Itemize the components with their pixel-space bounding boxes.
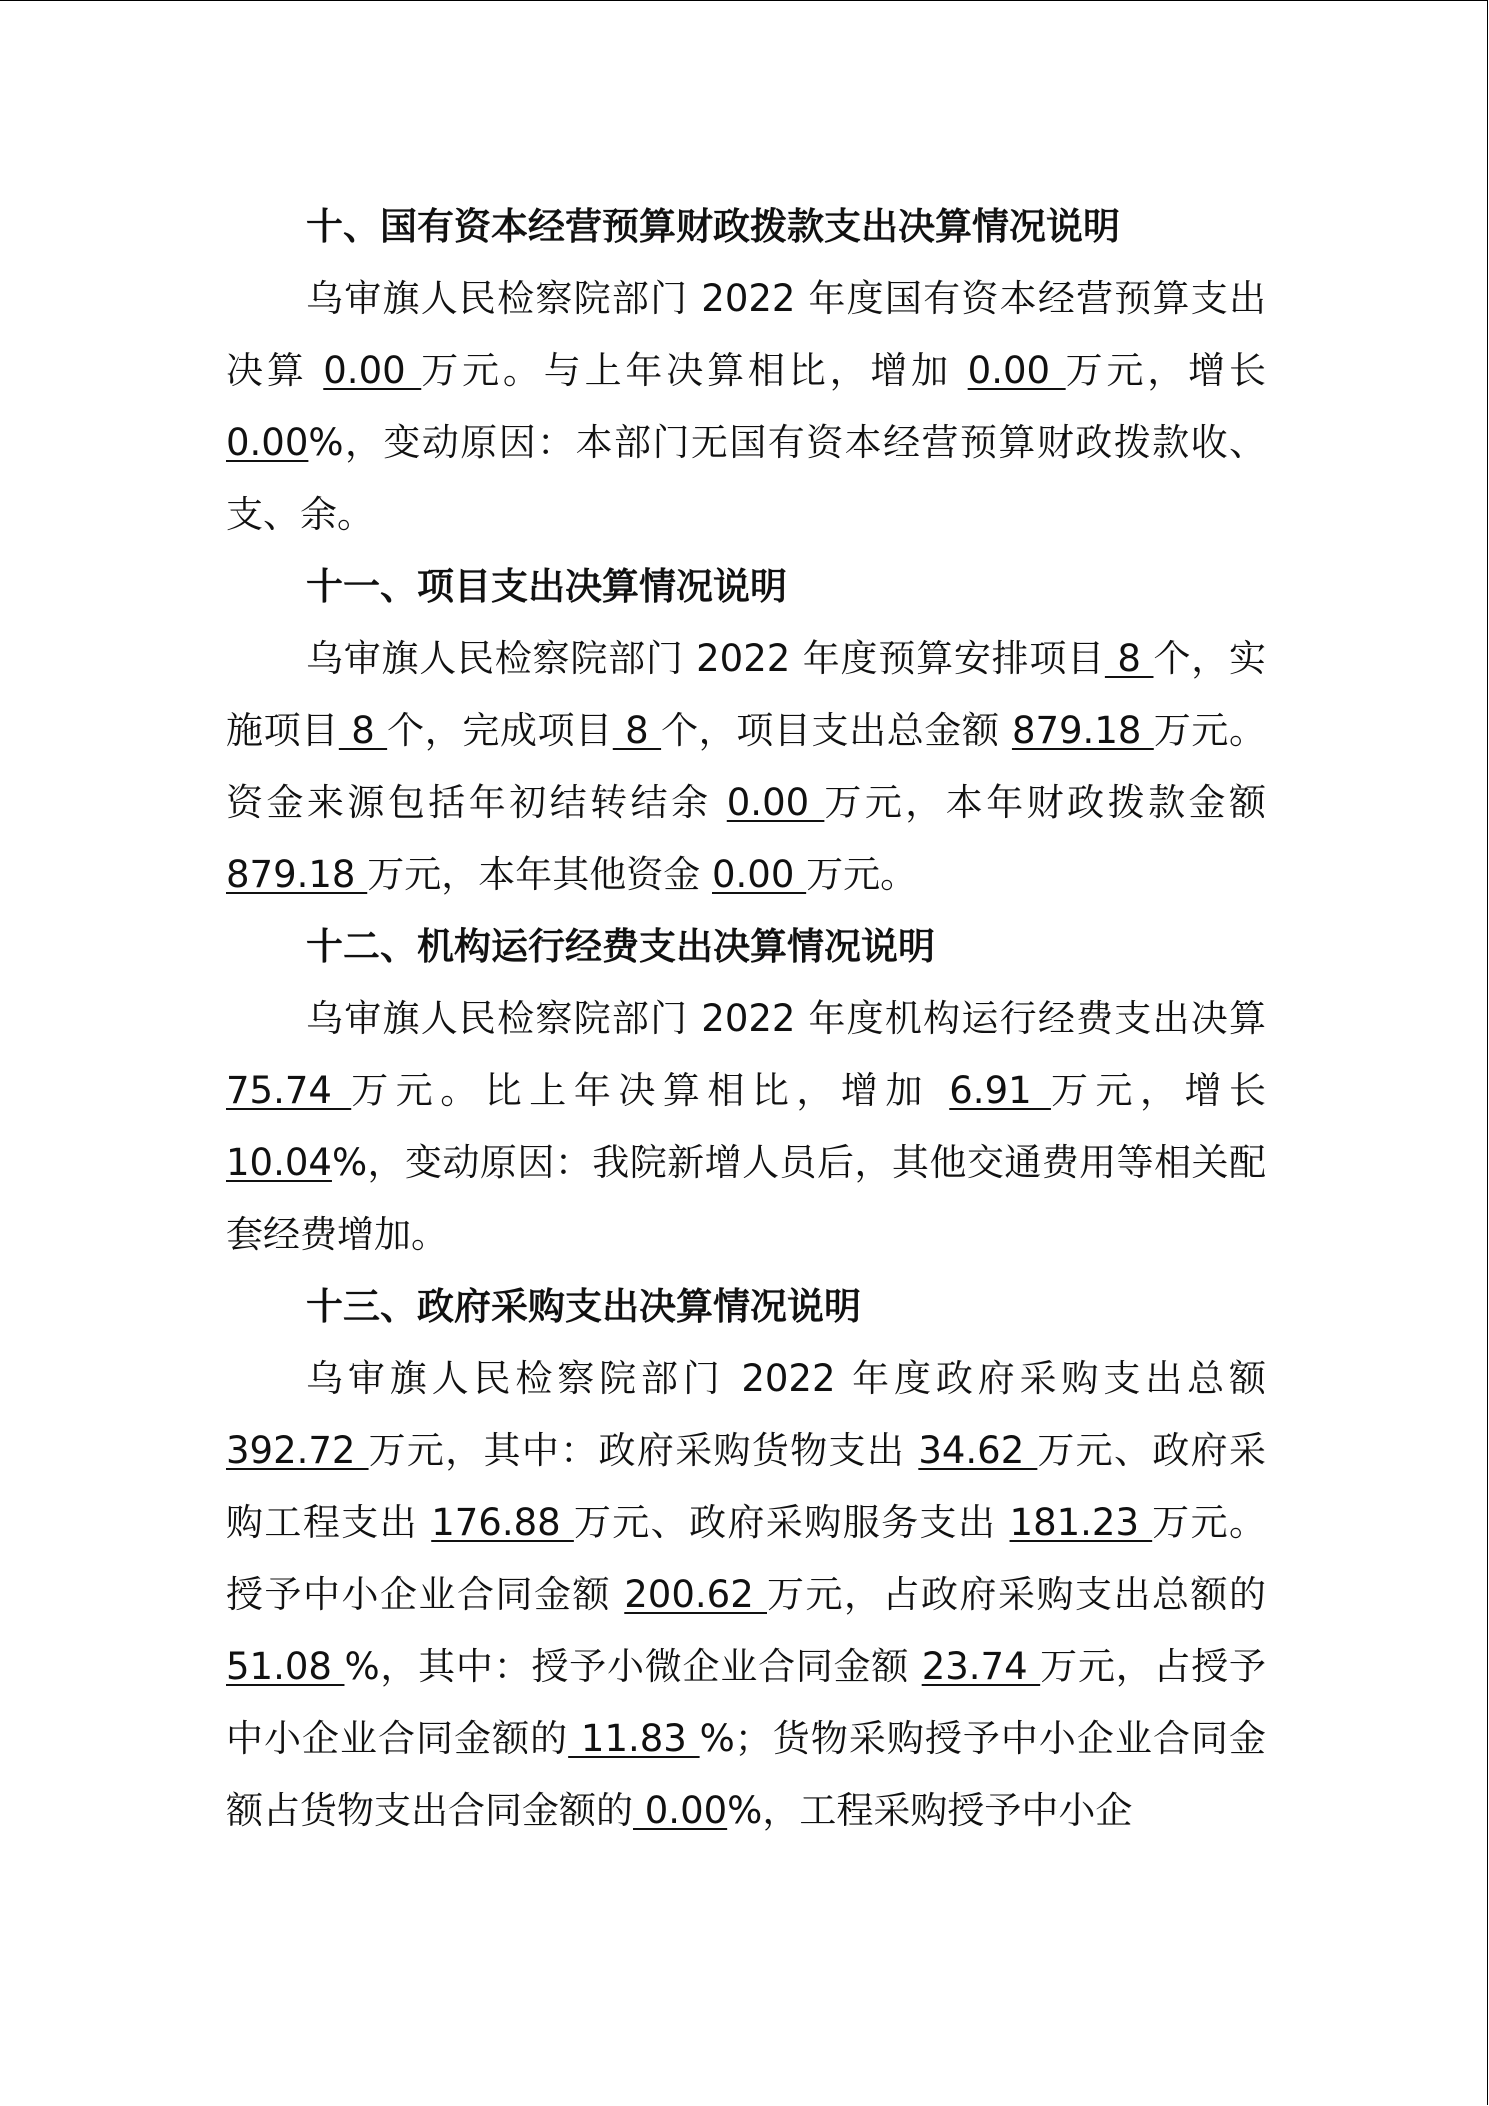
value-underlined: 0.00 [967,349,1066,392]
text: 乌审旗人民检察院部门 2022 年度预算安排项目 [306,637,1105,680]
value-underlined: 11.83 [568,1717,700,1760]
value-underlined: 0.00 [712,853,807,896]
text: 万元。资金来源包括年初结转结余 [226,709,1266,824]
value-underlined: 51.08 [226,1645,345,1688]
text: %；货物采购授予中小企业合同金额占货物支出合同金额的 [226,1717,1266,1832]
value-underlined: 23.74 [921,1645,1041,1688]
text: %，工程采购授予中小企 [727,1789,1133,1832]
value-underlined: 0.00 [633,1789,728,1832]
value-underlined: 879.18 [226,853,368,896]
text: 乌审旗人民检察院部门 2022 年度政府采购支出总额 [306,1357,1266,1400]
value-underlined: 8 [1104,637,1154,680]
section-11-title: 十一、项目支出决算情况说明 [306,565,787,608]
value-underlined: 8 [612,709,662,752]
value-underlined: 10.04 [226,1141,332,1184]
text: %，变动原因：我院新增人员后，其他交通费用等相关配套经费增加。 [226,1141,1266,1256]
text: 万元，占政府采购支出总额的 [767,1573,1266,1616]
value-underlined: 176.88 [431,1501,574,1544]
text: 个，实施项目 [226,637,1267,752]
section-10-title: 十、国有资本经营预算财政拨款支出决算情况说明 [306,205,1120,248]
text: 万元，本年其他资金 [367,853,712,896]
value-underlined: 392.72 [226,1429,369,1472]
text: %，变动原因：本部门无国有资本经营预算财政拨款收、支、余。 [226,421,1266,536]
text: 万元，其中：政府采购货物支出 [368,1429,919,1472]
text: 万元、政府采购服务支出 [573,1501,1010,1544]
text: 万元。 [806,853,918,896]
text: 万元，占授予中小企业合同金额的 [226,1645,1267,1760]
value-underlined: 181.23 [1009,1501,1153,1544]
value-underlined: 6.91 [949,1069,1051,1112]
section-13-paragraph [226,1343,1266,1847]
text: 万元。与上年决算相比，增加 [421,349,968,392]
value-underlined: 8 [338,709,388,752]
value-underlined: 0.00 [323,349,422,392]
section-12-title: 十二、机构运行经费支出决算情况说明 [306,925,935,968]
text: 万元。比上年决算相比，增加 [351,1069,950,1112]
value-underlined: 75.74 [226,1069,352,1112]
section-12-paragraph [226,983,1266,1271]
section-10-paragraph [226,263,1266,551]
text: 万元。授予中小企业合同金额 [226,1501,1266,1616]
text: 万元，增长 [1065,349,1266,392]
value-underlined: 200.62 [624,1573,767,1616]
text: 个，项目支出总金额 [661,709,1012,752]
value-underlined: 0.00 [226,421,309,464]
text: 乌审旗人民检察院部门 2022 年度国有资本经营预算支出决算 [226,277,1266,392]
section-11-paragraph [226,623,1266,911]
text: 万元，本年财政拨款金额 [824,781,1266,824]
text: 个，完成项目 [387,709,613,752]
text: 万元、政府采购工程支出 [226,1429,1267,1544]
section-13-title: 十三、政府采购支出决算情况说明 [306,1285,861,1328]
value-underlined: 879.18 [1011,709,1154,752]
document-body [226,191,1266,1847]
text: 万元，增长 [1050,1069,1267,1112]
text: %，其中：授予小微企业合同金额 [344,1645,922,1688]
value-underlined: 0.00 [726,781,825,824]
text: 乌审旗人民检察院部门 2022 年度机构运行经费支出决算 [306,997,1266,1040]
value-underlined: 34.62 [918,1429,1038,1472]
